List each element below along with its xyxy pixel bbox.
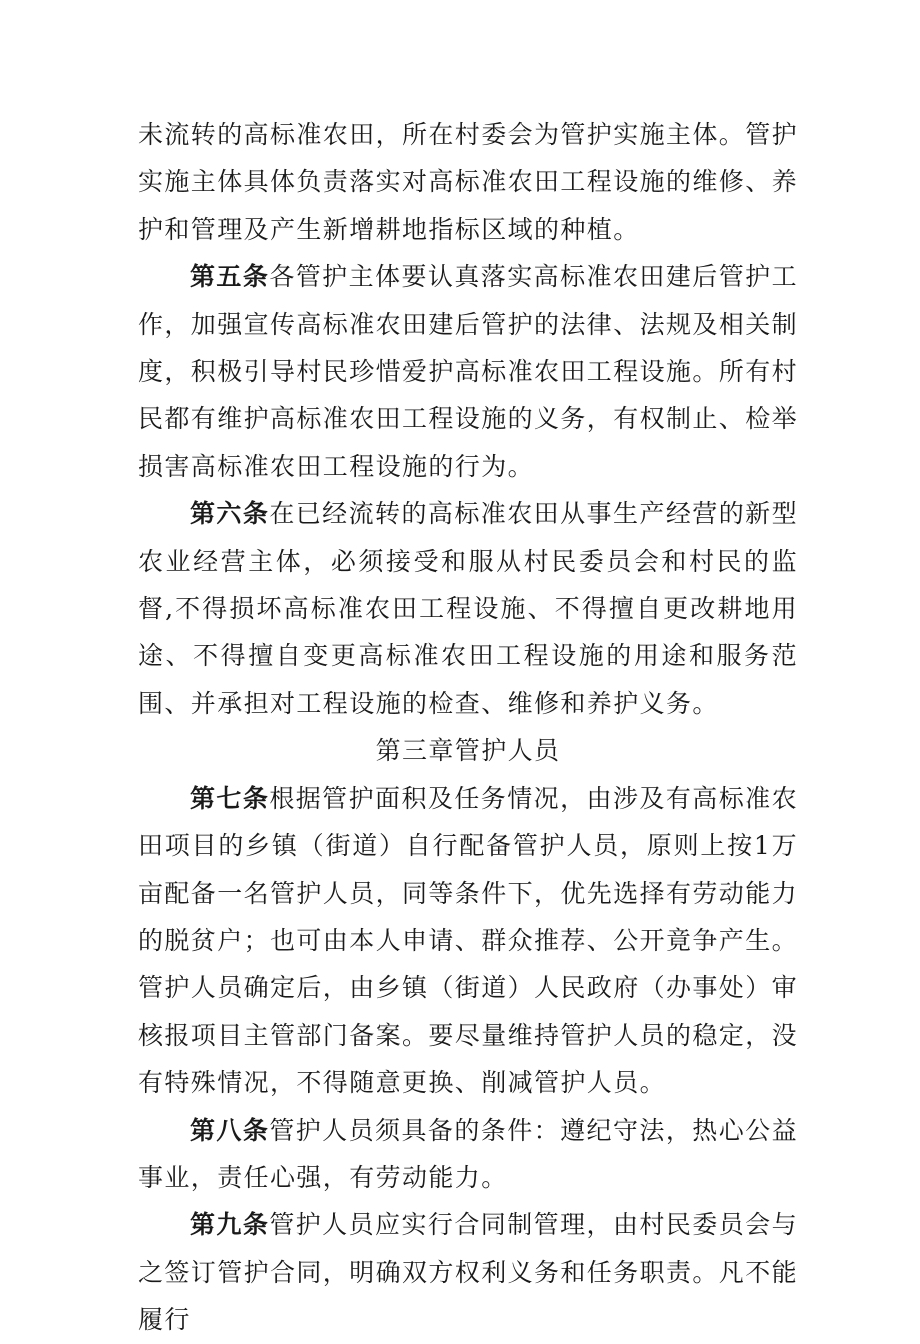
article-9-heading: 第九条 xyxy=(190,1210,270,1240)
article-6-heading: 第六条 xyxy=(190,499,270,529)
article-6 xyxy=(138,490,798,727)
article-9-text: 管护人员应实行合同制管理，由村民委员会与之签订管护合同，明确双方权利义务和任务职责。凡不能履行 xyxy=(138,1210,799,1335)
article-5-heading: 第五条 xyxy=(190,262,270,292)
article-6-text: 在已经流转的高标准农田从事生产经营的新型农业经营主体，必须接受和服从村民委员会和村民的监督,不得损坏高标准农田工程设施、不得擅自更改耕地用途、不得擅自变更高标准农田工程设施的用途和服务范围、并承担对工程设施的检查、维修和养护义务。 xyxy=(138,499,798,718)
article-5-text: 各管护主体要认真落实高标准农田建后管护工作，加强宣传高标准农田建后管护的法律、法规及相关制度，积极引导村民珍惜爱护高标准农田工程设施。所有村民都有维护高标准农田工程设施的义务，有权制止、检举损害高标准农田工程设施的行为。 xyxy=(138,262,799,481)
chapter-title: 第三章管护人员 xyxy=(375,736,561,766)
article-8-text: 管护人员须具备的条件：遵纪守法，热心公益事业，责任心强，有劳动能力。 xyxy=(138,1115,798,1192)
article-7-text: 根据管护面积及任务情况，由涉及有高标准农田项目的乡镇（街道）自行配备管护人员，原则上按1万亩配备一名管护人员，同等条件下，优先选择有劳动能力的脱贫户；也可由本人申请、群众推荐、公开竟争产生。管护人员确定后，由乡镇（街道）人民政府（办事处）审核报项目主管部门备案。要尽量维持管护人员的稳定，没有特殊情况，不得随意更换、削减管护人员。 xyxy=(138,783,799,1098)
article-7-heading: 第七条 xyxy=(190,783,270,813)
article-7 xyxy=(138,775,798,1107)
paragraph-text: 未流转的高标准农田，所在村委会为管护实施主体。管护实施主体具体负责落实对高标准农田工程设施的维修、养护和管理及产生新增耕地指标区域的种植。 xyxy=(138,120,799,244)
article-8 xyxy=(138,1107,798,1202)
article-5 xyxy=(138,253,798,490)
article-8-heading: 第八条 xyxy=(190,1115,270,1145)
document-body xyxy=(138,111,798,1344)
article-9 xyxy=(138,1201,798,1343)
paragraph-continued xyxy=(138,111,798,253)
